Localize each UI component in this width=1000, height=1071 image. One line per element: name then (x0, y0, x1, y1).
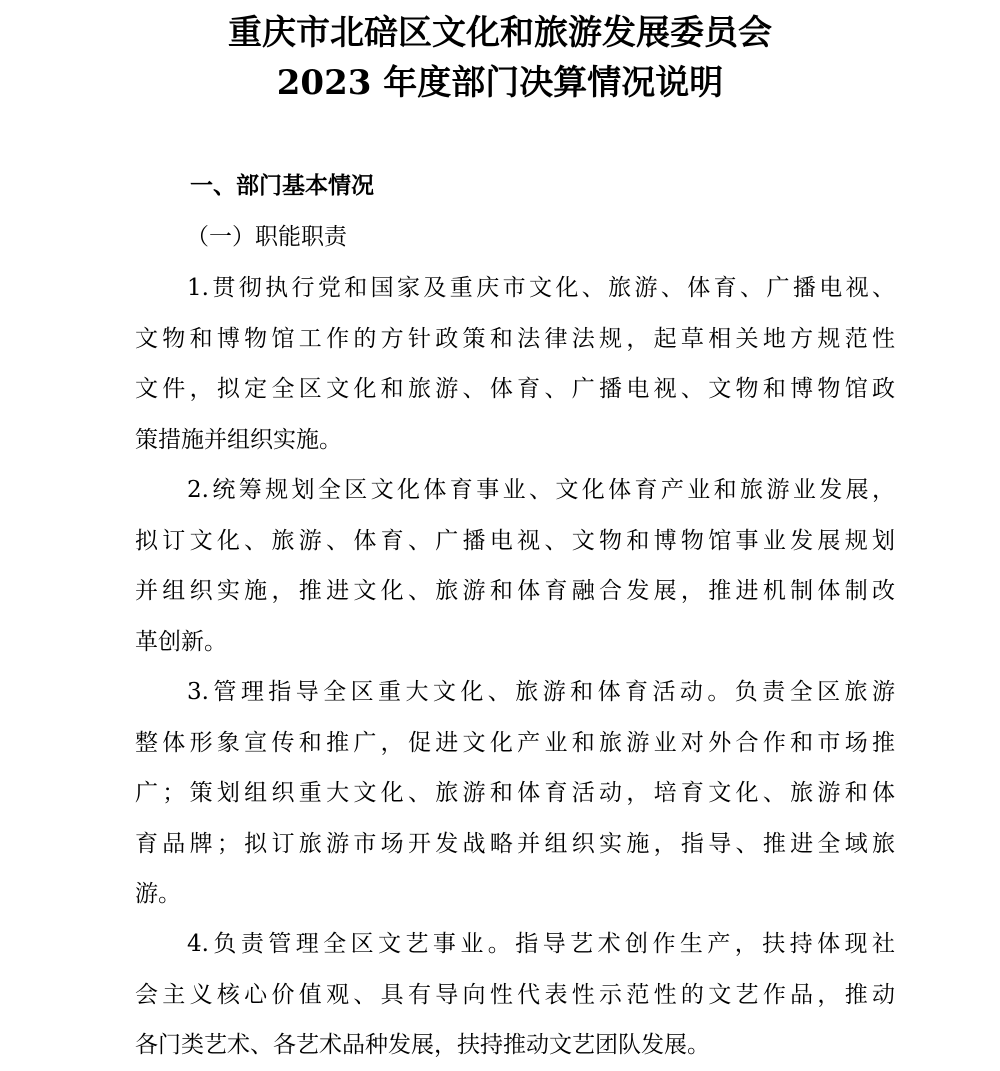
paragraph-2 (135, 465, 895, 667)
paragraph-line: 广；策划组织重大文化、旅游和体育活动，培育文化、旅游和体 (135, 780, 895, 806)
paragraph-line: 游。 (135, 881, 181, 907)
subsection-heading: （一）职能职责 (186, 224, 347, 250)
paragraph-line: 2.统筹规划全区文化体育事业、文化体育产业和旅游业发展， (187, 477, 895, 503)
title-line-1: 重庆市北碚区文化和旅游发展委员会 (228, 13, 772, 53)
paragraph-line: 并组织实施，推进文化、旅游和体育融合发展，推进机制体制改 (135, 578, 895, 604)
paragraph-4 (135, 919, 895, 1071)
paragraph-1 (135, 263, 895, 465)
paragraph-line: 会主义核心价值观、具有导向性代表性示范性的文艺作品，推动 (135, 981, 895, 1008)
paragraph-line: 革创新。 (135, 628, 227, 655)
paragraph-line: 整体形象宣传和推广，促进文化产业和旅游业对外合作和市场推 (135, 729, 895, 756)
paragraph-line: 3.管理指导全区重大文化、旅游和体育活动。负责全区旅游 (187, 679, 895, 705)
paragraph-line: 4.负责管理全区文艺事业。指导艺术创作生产，扶持体现社 (187, 931, 895, 957)
paragraph-line: 1.贯彻执行党和国家及重庆市文化、旅游、体育、广播电视、 (187, 275, 895, 301)
paragraph-line: 策措施并组织实施。 (135, 426, 342, 453)
paragraph-line: 拟订文化、旅游、体育、广播电视、文物和博物馆事业发展规划 (135, 527, 895, 554)
title-line-2: 2023 年度部门决算情况说明 (276, 63, 724, 103)
section-heading: 一、部门基本情况 (190, 173, 374, 199)
paragraph-line: 各门类艺术、各艺术品种发展，扶持推动文艺团队发展。 (135, 1032, 710, 1058)
paragraph-3 (135, 667, 895, 920)
paragraph-line: 文件，拟定全区文化和旅游、体育、广播电视、文物和博物馆政 (135, 376, 895, 402)
document-title (0, 8, 1000, 108)
paragraph-line: 育品牌；拟订旅游市场开发战略并组织实施，指导、推进全域旅 (135, 830, 895, 857)
paragraph-line: 文物和博物馆工作的方针政策和法律法规，起草相关地方规范性 (135, 325, 895, 352)
